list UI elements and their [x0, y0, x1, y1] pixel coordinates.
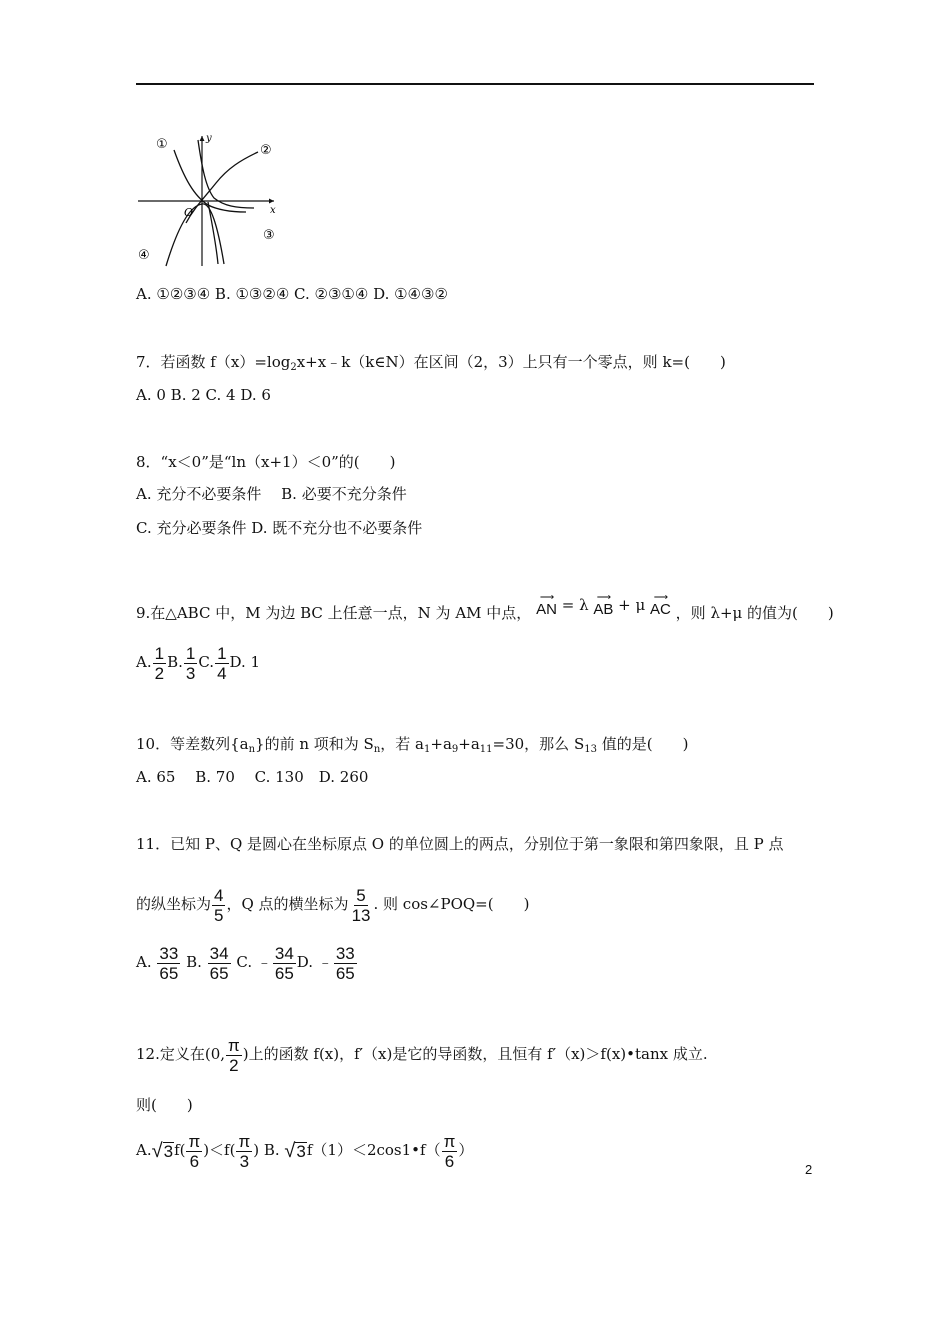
label-x: x: [270, 205, 276, 216]
plus-sign: +: [618, 596, 631, 614]
label-circle-1: ①: [156, 137, 168, 152]
fraction-pi-6: $\frac{\pi}{6}$: [188, 1131, 201, 1171]
q12-line2: 则( ): [136, 1096, 193, 1114]
fraction-34-65: $\frac{34}{65}$: [209, 943, 229, 983]
vector-ac: ⟶ AC: [650, 592, 671, 618]
fraction-pi-3: $\frac{\pi}{3}$: [238, 1131, 251, 1171]
q9-opt-b: B.: [167, 653, 183, 671]
q9-vector-equation: [536, 588, 671, 622]
q11-line2: 的纵坐标为 $\frac{4}{5}$ ，Q 点的横坐标为 $\frac{5}{13}$ . 则 cos∠POQ=( ): [136, 885, 530, 925]
q9-stem-a: 9.在△ABC 中，M 为边 BC 上任意一点，N 为 AM 中点，: [136, 604, 532, 622]
label-circle-4: ④: [138, 248, 150, 263]
q11-options: A. $\frac{33}{65}$ B. $\frac{34}{65}$ C. ﹣ $\frac{34}{65}$ D. ﹣ $\frac{33}{65}$: [136, 943, 355, 983]
q8-stem: 8．“x＜0”是“ln（x+1）＜0”的( ): [136, 453, 396, 471]
vector-an: ⟶ AN: [536, 592, 557, 618]
q10-options: A. 65 B. 70 C. 130 D. 260: [136, 768, 369, 786]
q7-sub: 2: [290, 362, 297, 373]
sqrt-3: √ 3: [151, 1140, 174, 1162]
fraction-pi-6-b: $\frac{\pi}{6}$: [443, 1131, 456, 1171]
q7-options: A. 0 B. 2 C. 4 D. 6: [136, 386, 271, 404]
label-circle-3: ③: [263, 228, 275, 243]
q8-options-cd: C. 充分必要条件 D. 既不充分也不必要条件: [136, 519, 423, 537]
q12-stem: 12.定义在(0, $\frac{\pi}{2}$ )上的函数 f(x)，f′（x)是它的导函数，且恒有 f′（x)＞f(x)•tanx 成立.: [136, 1035, 708, 1075]
fraction-1-4: $\frac{1}{4}$: [217, 643, 227, 683]
fraction-33-65: $\frac{33}{65}$: [159, 943, 179, 983]
q9-stem: [136, 588, 834, 630]
lambda-symbol: λ: [579, 596, 589, 614]
q7-stem-part-b: x+x﹣k（k∈N）在区间（2，3）上只有一个零点，则 k=( ): [296, 353, 726, 371]
curve-1: [174, 150, 246, 212]
x-axis-arrow: [269, 199, 274, 204]
vector-ab: ⟶ AB: [593, 592, 614, 618]
fraction-1-3: $\frac{1}{3}$: [185, 643, 196, 683]
fraction-neg-33-65: $\frac{33}{65}$: [335, 943, 355, 983]
q9-options: [136, 640, 260, 684]
page-number: 2: [805, 1162, 813, 1177]
q11-line1: 11．已知 P、Q 是圆心在坐标原点 O 的单位圆上的两点，分别位于第一象限和第四象限，且 P 点: [136, 835, 784, 853]
curve-2: [186, 152, 258, 223]
q8-options-ab: A. 充分不必要条件 B. 必要不充分条件: [136, 485, 407, 503]
sqrt-3-b: √ 3: [284, 1140, 306, 1162]
mu-symbol: μ: [635, 596, 646, 614]
q10-stem: 10．等差数列$\{a_n\}$的前 n 项和为 $S_n$，若 $a_1+a_9+a_{11}=30$，那么 $S_{13}$ 值的是( ): [136, 735, 689, 755]
label-circle-2: ②: [260, 143, 272, 158]
fraction-neg-34-65: $\frac{34}{65}$: [274, 943, 294, 983]
label-y: y: [206, 133, 212, 144]
q12-options: A. √ 3 f( $\frac{\pi}{6}$ )＜f( $\frac{\pi}{3}$ ) B. √ 3 f（1）＜2cos1•f（ $\frac{\pi}{6}$ ）: [136, 1131, 474, 1171]
fraction-5-13: $\frac{5}{13}$: [351, 885, 371, 925]
q9-stem-b: ，则 λ+μ 的值为( ): [675, 604, 834, 622]
fraction-4-5: $\frac{4}{5}$: [214, 885, 224, 925]
q9-opt-a: A.: [136, 653, 152, 671]
q6-options: A. ①②③④ B. ①③②④ C. ②③①④ D. ①④③②: [136, 285, 448, 303]
fraction-pi-2: $\frac{\pi}{2}$: [228, 1035, 240, 1075]
q9-opt-d: D. 1: [229, 653, 261, 671]
function-graph-figure: [136, 128, 286, 268]
y-axis-arrow: [200, 136, 205, 141]
header-rule: [136, 83, 814, 85]
label-origin: O: [184, 206, 194, 219]
q9-opt-c: C.: [198, 653, 215, 671]
curve-4: [166, 204, 224, 266]
equals-sign: =: [561, 596, 575, 614]
q7-stem: [136, 352, 726, 378]
fraction-1-2: $\frac{1}{2}$: [154, 643, 165, 683]
curve-4b: [208, 202, 218, 264]
q7-stem-part: 7．若函数 f（x）=log: [136, 353, 291, 371]
curve-3: [198, 140, 254, 208]
